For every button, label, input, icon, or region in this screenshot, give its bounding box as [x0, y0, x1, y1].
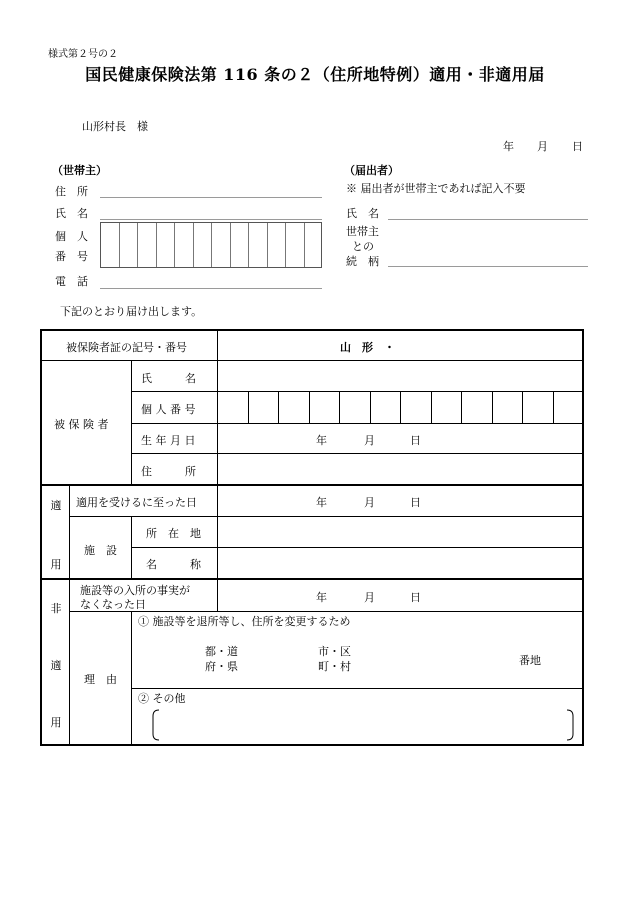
personal-number-cell-divider	[211, 223, 212, 267]
insurance-card-label: 被保険者証の記号・番号	[66, 341, 187, 354]
divider	[217, 580, 218, 611]
nonapply-date-label-1: 施設等の入所の事実が	[80, 584, 190, 597]
divider	[69, 611, 583, 612]
apply-char-1: 適	[50, 499, 62, 512]
householder-personal-number-grid[interactable]	[100, 222, 322, 268]
insured-number-cell-divider	[431, 392, 432, 423]
personal-number-cell-divider	[267, 223, 268, 267]
divider	[69, 486, 70, 578]
divider	[131, 453, 583, 454]
apply-day-label: 日	[410, 496, 421, 509]
insured-number-cell-divider	[339, 392, 340, 423]
insured-number-cell-divider	[309, 392, 310, 423]
date-year-label: 年	[503, 140, 514, 153]
insured-number-cell-divider	[400, 392, 401, 423]
facility-name-label: 名 称	[146, 558, 201, 571]
householder-address-field[interactable]	[100, 197, 322, 198]
divider	[69, 516, 583, 517]
nonapply-day-label: 日	[410, 591, 421, 604]
insured-number-cell-divider	[248, 392, 249, 423]
apply-char-2: 用	[50, 558, 62, 571]
notifier-name-label: 氏 名	[346, 207, 379, 220]
divider	[131, 611, 132, 745]
notifier-relation-label-1: 世帯主	[346, 225, 379, 238]
divider	[131, 423, 583, 424]
nonapply-date-label-2: なくなった日	[80, 598, 146, 611]
nonapply-month-label: 月	[364, 591, 375, 604]
householder-personal-number-label-2: 番 号	[55, 250, 88, 263]
notifier-relation-field[interactable]	[388, 266, 588, 267]
insured-personal-number-grid[interactable]	[217, 392, 583, 423]
reason-option-2: ② その他	[138, 692, 186, 705]
notifier-note: ※ 届出者が世帯主であれば記入不要	[346, 182, 526, 195]
personal-number-cell-divider	[137, 223, 138, 267]
divider	[217, 486, 218, 578]
birth-year-label: 年	[316, 434, 327, 447]
personal-number-cell-divider	[193, 223, 194, 267]
prefecture-label-2: 府・県	[205, 660, 238, 673]
personal-number-cell-divider	[248, 223, 249, 267]
divider	[41, 360, 583, 361]
divider	[69, 580, 70, 745]
personal-number-cell-divider	[174, 223, 175, 267]
apply-month-label: 月	[364, 496, 375, 509]
insured-number-cell-divider	[370, 392, 371, 423]
insured-number-cell-divider	[278, 392, 279, 423]
insured-birthdate-label: 生 年 月 日	[141, 434, 196, 447]
divider	[131, 688, 583, 689]
insurance-card-prefix: 山 形 ・	[340, 341, 395, 354]
reason-label: 理 由	[84, 673, 117, 686]
divider	[217, 330, 218, 360]
notifier-name-field[interactable]	[388, 219, 588, 220]
facility-label: 施 設	[84, 544, 117, 557]
apply-year-label: 年	[316, 496, 327, 509]
city-label-1: 市・区	[318, 645, 351, 658]
insured-number-cell-divider	[553, 392, 554, 423]
date-month-label: 月	[537, 140, 548, 153]
insured-address-label: 住 所	[141, 465, 196, 478]
householder-phone-field[interactable]	[100, 288, 322, 289]
nonapply-char-3: 用	[50, 716, 62, 729]
reason-option-1: ① 施設等を退所等し、住所を変更するため	[138, 615, 351, 628]
city-label-2: 町・村	[318, 660, 351, 673]
nonapply-char-1: 非	[50, 602, 62, 615]
householder-phone-label: 電 話	[55, 275, 88, 288]
birth-month-label: 月	[364, 434, 375, 447]
notifier-relation-label-2: との	[352, 240, 374, 253]
householder-personal-number-label-1: 個 人	[55, 230, 88, 243]
divider	[131, 547, 583, 548]
personal-number-cell-divider	[230, 223, 231, 267]
nonapply-year-label: 年	[316, 591, 327, 604]
form-number: 様式第２号の２	[48, 49, 118, 60]
householder-name-field[interactable]	[100, 219, 322, 220]
householder-heading: （世帯主）	[52, 164, 107, 177]
nonapply-char-2: 適	[50, 659, 62, 672]
insured-personal-number-label: 個 人 番 号	[141, 403, 196, 416]
prefecture-label-1: 都・道	[205, 645, 238, 658]
insured-number-cell-divider	[492, 392, 493, 423]
personal-number-cell-divider	[285, 223, 286, 267]
personal-number-cell-divider	[304, 223, 305, 267]
apply-date-label: 適用を受けるに至った日	[76, 496, 197, 509]
personal-number-cell-divider	[119, 223, 120, 267]
addressee: 山形村長 様	[82, 120, 148, 133]
insured-name-label: 氏 名	[141, 372, 196, 385]
notifier-relation-label-3: 続 柄	[346, 255, 379, 268]
statement-text: 下記のとおり届け出します。	[60, 305, 203, 318]
insured-label: 被 保 険 者	[54, 418, 109, 431]
divider	[41, 578, 583, 580]
banchi-label: 番地	[519, 654, 541, 667]
householder-name-label: 氏 名	[55, 207, 88, 220]
birth-day-label: 日	[410, 434, 421, 447]
page-title: 国民健康保険法第 116 条の２（住所地特例）適用・非適用届	[85, 65, 545, 84]
divider	[41, 484, 583, 486]
date-day-label: 日	[572, 140, 583, 153]
personal-number-cell-divider	[156, 223, 157, 267]
reason-other-bracket[interactable]	[150, 708, 576, 742]
householder-address-label: 住 所	[55, 185, 88, 198]
notifier-heading: （届出者）	[344, 164, 399, 177]
insured-number-cell-divider	[522, 392, 523, 423]
insured-number-cell-divider	[461, 392, 462, 423]
facility-location-label: 所 在 地	[146, 527, 201, 540]
